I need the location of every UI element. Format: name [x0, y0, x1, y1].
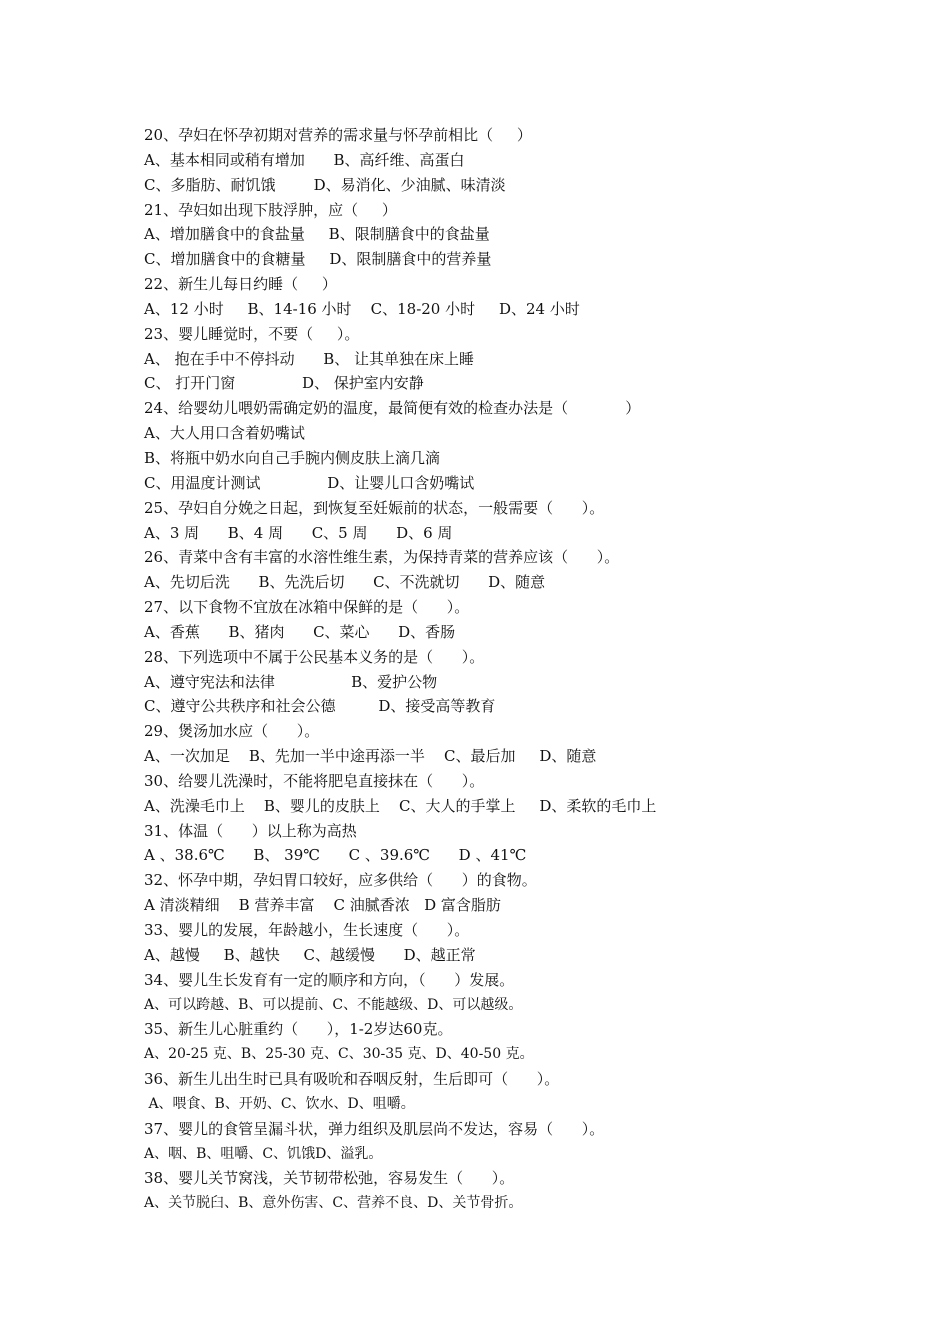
text-line: 23、婴儿睡觉时，不要（ ）。	[144, 324, 360, 343]
text-line: A、先切后洗 B、先洗后切 C、不洗就切 D、随意	[144, 573, 546, 592]
text-line: A、增加膳食中的食盐量 B、限制膳食中的食盐量	[144, 225, 490, 244]
text-line: A、洗澡毛巾上 B、婴儿的皮肤上 C、大人的手掌上 D、柔软的毛巾上	[144, 796, 657, 815]
text-line: 37、婴儿的食管呈漏斗状，弹力组织及肌层尚不发达，容易（ ）。	[144, 1119, 605, 1138]
text-line: 21、孕妇如出现下肢浮肿，应（ ）	[144, 200, 397, 219]
text-line: A、基本相同或稍有增加 B、高纤维、高蛋白	[144, 150, 465, 169]
text-line: C、遵守公共秩序和社会公德 D、接受高等教育	[144, 697, 496, 716]
text-line: C、 打开门窗 D、 保护室内安静	[144, 374, 424, 393]
text-line: A、一次加足 B、先加一半中途再添一半 C、最后加 D、随意	[144, 747, 597, 766]
text-line: A、12 小时 B、14-16 小时 C、18-20 小时 D、24 小时	[144, 299, 580, 318]
text-line: 33、婴儿的发展，年龄越小，生长速度（ ）。	[144, 921, 470, 939]
text-line: C、多脂肪、耐饥饿 D、易消化、少油腻、味清淡	[144, 175, 506, 194]
text-line: A、喂食、B、开奶、C、饮水、D、咀嚼。	[144, 1095, 415, 1112]
text-line: 26、青菜中含有丰富的水溶性维生素，为保持青菜的营养应该（ ）。	[144, 548, 620, 567]
text-line: 31、体温（ ）以上称为高热	[144, 821, 357, 840]
text-line: 30、给婴儿洗澡时，不能将肥皂直接抹在（ ）。	[144, 771, 485, 790]
text-line: A、遵守宪法和法律 B、爱护公物	[144, 672, 438, 691]
text-line: 22、新生儿每日约睡（ ）	[144, 275, 337, 294]
text-line: A、咽、B、咀嚼、C、饥饿D、溢乳。	[144, 1145, 383, 1162]
text-line: C、用温度计测试 D、让婴儿口含奶嘴试	[144, 473, 475, 492]
text-line: B、将瓶中奶水向自己手腕内侧皮肤上滴几滴	[144, 448, 441, 467]
text-line: A、20-25 克、B、25-30 克、C、30-35 克、D、40-50 克。	[144, 1046, 534, 1063]
text-line: A 、38.6℃ B、 39℃ C 、39.6℃ D 、41℃	[144, 846, 527, 865]
text-line: A、3 周 B、4 周 C、5 周 D、6 周	[144, 523, 453, 542]
text-line: A、大人用口含着奶嘴试	[144, 424, 305, 443]
text-line: 34、婴儿生长发育有一定的顺序和方向，（ ）发展。	[144, 970, 515, 989]
text-line: A 清淡精细 B 营养丰富 C 油腻香浓 D 富含脂肪	[144, 896, 501, 915]
text-line: A、香蕉 B、猪肉 C、菜心 D、香肠	[144, 622, 456, 641]
text-line: 28、下列选项中不属于公民基本义务的是（ ）。	[144, 647, 485, 666]
text-line: 32、怀孕中期，孕妇胃口较好，应多供给（ ）的食物。	[144, 871, 537, 890]
text-line: 27、以下食物不宜放在冰箱中保鲜的是（ ）。	[144, 598, 470, 617]
text-line: C、增加膳食中的食糖量 D、限制膳食中的营养量	[144, 250, 492, 269]
text-line: 36、新生儿出生时已具有吸吮和吞咽反射，生后即可（ ）。	[144, 1070, 560, 1089]
text-line: 35、新生儿心脏重约（ ），1-2岁达60克。	[144, 1020, 453, 1039]
text-line: 20、孕妇在怀孕初期对营养的需求量与怀孕前相比（ ）	[144, 126, 532, 144]
text-line: 29、煲汤加水应（ ）。	[144, 722, 320, 741]
text-line: 24、给婴幼儿喂奶需确定奶的温度，最简便有效的检查办法是（ ）	[144, 399, 641, 418]
text-line: A、可以跨越、B、可以提前、C、不能越级、D、可以越级。	[144, 996, 523, 1013]
text-line: A、 抱在手中不停抖动 B、 让其单独在床上睡	[144, 349, 475, 368]
question-list	[144, 123, 844, 1216]
text-line: A、越慢 B、越快 C、越缓慢 D、越正常	[144, 945, 476, 964]
text-line: A、关节脱臼、B、意外伤害、C、营养不良、D、关节骨折。	[144, 1195, 523, 1212]
text-line: 25、孕妇自分娩之日起，到恢复至妊娠前的状态，一般需要（ ）。	[144, 498, 605, 517]
text-line: 38、婴儿关节窝浅，关节韧带松弛，容易发生（ ）。	[144, 1169, 515, 1188]
